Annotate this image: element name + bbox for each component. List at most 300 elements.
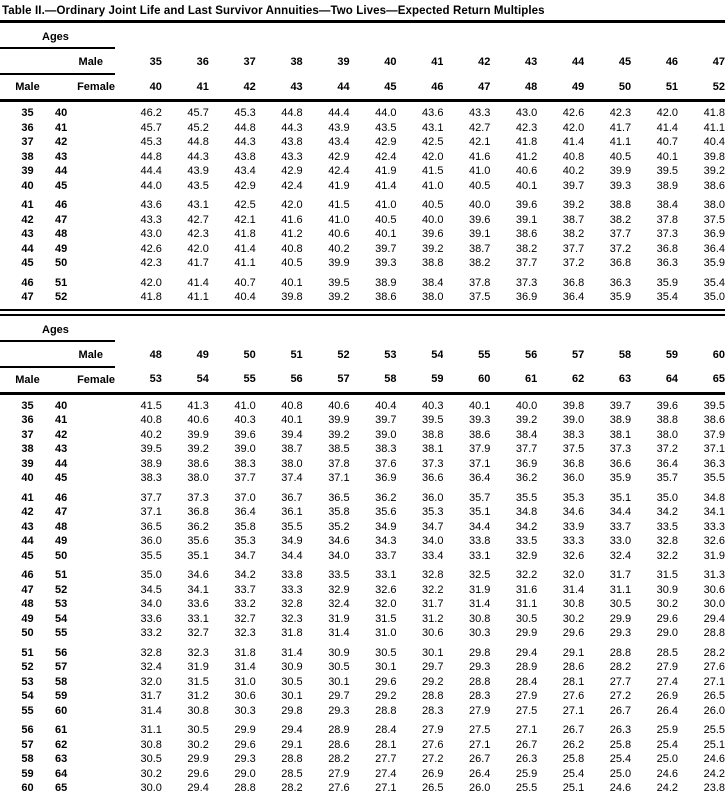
multiple-value: 44.8	[281, 107, 303, 119]
multiple-value: 43.5	[375, 121, 397, 134]
row-male-age: 47	[21, 291, 34, 303]
multiple-value: 30.2	[562, 612, 585, 625]
multiple-value: 41.1	[609, 136, 632, 148]
multiple-value: 43.9	[328, 121, 350, 134]
row-female-age: 65	[55, 782, 68, 794]
multiple-value: 41.6	[281, 213, 303, 226]
multiple-value: 30.8	[562, 598, 585, 610]
female-age-header: 62	[537, 367, 584, 394]
multiple-value: 35.3	[562, 491, 585, 504]
row-female-age: 63	[55, 753, 68, 765]
multiple-value: 45.3	[234, 107, 256, 119]
multiple-value: 38.0	[187, 472, 209, 484]
multiple-value: 39.7	[562, 179, 585, 192]
table-section-upper	[0, 23, 725, 305]
multiple-value: 33.3	[281, 583, 303, 596]
multiple-value: 44.8	[140, 150, 162, 163]
multiple-value: 42.9	[234, 179, 256, 192]
multiple-value: 43.3	[468, 107, 491, 119]
multiple-value: 42.9	[328, 150, 350, 163]
multiple-value: 38.8	[656, 414, 679, 426]
female-ages-header-row	[0, 367, 725, 394]
multiple-value: 40.1	[281, 276, 303, 289]
male-age-header: 58	[618, 348, 632, 361]
multiple-value: 39.2	[562, 199, 585, 211]
row-female-age: 49	[55, 535, 68, 547]
multiple-value: 43.1	[187, 199, 209, 211]
multiple-value: 30.5	[375, 646, 397, 659]
multiple-value: 39.2	[703, 165, 725, 177]
male-age-header: 44	[571, 56, 585, 68]
row-male-age: 56	[21, 724, 34, 736]
table-row	[0, 471, 725, 486]
multiple-value: 27.9	[422, 724, 444, 736]
multiple-value: 28.3	[468, 690, 491, 702]
multiple-value: 28.1	[562, 675, 585, 688]
row-female-age: 57	[55, 661, 68, 673]
table-row	[0, 256, 725, 271]
multiple-value: 37.2	[562, 257, 585, 269]
multiple-value: 29.0	[234, 767, 256, 780]
table-row	[0, 101, 725, 121]
multiple-value: 36.7	[281, 491, 303, 504]
male-age-header: 38	[290, 56, 303, 68]
table-row	[0, 738, 725, 753]
multiple-value: 29.6	[187, 767, 209, 780]
multiple-value: 43.5	[187, 179, 209, 192]
multiple-value: 40.5	[422, 199, 444, 211]
multiple-value: 36.4	[562, 291, 585, 303]
multiple-value: 33.8	[468, 535, 491, 547]
multiple-value: 26.0	[468, 782, 491, 794]
row-female-age: 54	[55, 612, 68, 625]
multiple-value: 28.4	[515, 675, 538, 688]
multiple-value: 39.6	[468, 213, 491, 226]
multiple-value: 38.4	[656, 199, 679, 211]
row-female-age: 45	[55, 472, 68, 484]
multiple-value: 33.0	[609, 535, 632, 547]
multiple-value: 41.2	[515, 150, 538, 163]
row-male-age: 37	[21, 428, 34, 441]
multiple-value: 33.7	[234, 583, 256, 596]
multiple-value: 45.2	[187, 121, 209, 134]
multiple-value: 42.3	[187, 228, 209, 240]
multiple-value: 32.8	[281, 598, 303, 610]
female-age-header: 46	[397, 74, 444, 101]
multiple-value: 28.1	[375, 738, 397, 751]
multiple-value: 42.3	[515, 121, 538, 134]
multiple-value: 43.8	[234, 150, 256, 163]
multiple-value: 35.4	[656, 291, 679, 303]
multiple-value: 42.0	[187, 242, 209, 255]
multiple-value: 30.8	[140, 738, 162, 751]
multiple-value: 32.7	[187, 627, 209, 639]
multiple-value: 40.7	[656, 136, 679, 148]
ages-row-filler	[115, 316, 725, 341]
multiple-value: 40.8	[140, 414, 162, 426]
multiple-value: 31.9	[703, 549, 725, 562]
row-female-age: 47	[55, 213, 68, 226]
ages-header-row	[0, 23, 725, 48]
multiple-value: 32.9	[515, 549, 538, 562]
multiple-value: 40.3	[422, 399, 444, 412]
multiple-value: 37.8	[468, 276, 491, 289]
multiple-value: 29.7	[328, 690, 350, 702]
table-row	[0, 781, 725, 796]
multiple-value: 39.5	[328, 276, 350, 289]
multiple-value: 37.3	[515, 276, 538, 289]
female-age-header: 45	[350, 74, 397, 101]
multiple-value: 40.4	[703, 136, 725, 148]
multiple-value: 31.5	[187, 675, 209, 688]
multiple-value: 30.1	[422, 646, 444, 659]
multiple-value: 28.2	[328, 753, 350, 765]
multiple-value: 41.0	[468, 165, 491, 177]
row-male-age: 45	[21, 257, 34, 269]
table-row	[0, 723, 725, 738]
multiple-value: 41.1	[187, 291, 209, 303]
row-female-age: 44	[55, 457, 68, 470]
table-row	[0, 242, 725, 257]
multiple-value: 29.6	[234, 738, 256, 751]
table-row	[0, 767, 725, 782]
multiple-value: 34.7	[422, 520, 444, 533]
multiple-value: 37.7	[140, 491, 162, 504]
multiple-value: 31.0	[375, 627, 397, 639]
multiple-value: 34.4	[281, 549, 303, 562]
multiple-value: 40.3	[234, 414, 256, 426]
female-age-header: 61	[490, 367, 537, 394]
row-female-age: 41	[55, 414, 68, 426]
row-female-age: 47	[55, 506, 68, 518]
multiple-value: 33.5	[656, 520, 679, 533]
female-age-header: 51	[631, 74, 678, 101]
multiple-value: 39.2	[328, 291, 350, 303]
multiple-value: 40.8	[281, 399, 303, 412]
row-female-age: 43	[55, 150, 68, 163]
multiple-value: 31.9	[328, 612, 350, 625]
multiple-value: 31.1	[515, 598, 538, 610]
multiple-value: 25.5	[703, 724, 725, 736]
multiple-value: 32.3	[281, 612, 303, 625]
multiple-value: 42.0	[140, 276, 162, 289]
multiple-value: 35.8	[328, 506, 350, 518]
multiple-value: 37.1	[140, 506, 162, 518]
multiple-value: 25.1	[703, 738, 725, 751]
multiple-value: 41.4	[187, 276, 209, 289]
multiple-value: 40.5	[281, 257, 303, 269]
multiple-value: 38.3	[375, 443, 397, 455]
multiple-value: 38.6	[515, 228, 538, 240]
multiple-value: 29.8	[468, 646, 491, 659]
multiple-value: 32.3	[234, 627, 256, 639]
male-age-header: 55	[478, 348, 491, 361]
multiple-value: 41.5	[328, 199, 350, 211]
row-female-age: 62	[55, 738, 68, 751]
multiple-value: 37.7	[609, 228, 632, 240]
female-age-header: 47	[443, 74, 490, 101]
multiple-value: 40.0	[515, 399, 538, 412]
multiple-value: 39.3	[468, 414, 491, 426]
multiple-value: 44.4	[328, 107, 350, 119]
table-row	[0, 428, 725, 443]
multiple-value: 36.5	[140, 520, 162, 533]
multiple-value: 25.9	[656, 724, 679, 736]
table-row	[0, 704, 725, 719]
multiple-value: 29.9	[515, 627, 538, 639]
row-male-age: 43	[21, 520, 34, 533]
row-female-age: 46	[55, 199, 68, 211]
row-male-age: 53	[21, 675, 34, 688]
table-row	[0, 597, 725, 612]
multiple-value: 35.0	[703, 291, 725, 303]
multiple-value: 36.4	[468, 472, 491, 484]
multiple-value: 40.8	[562, 150, 585, 163]
ages-label: Ages	[0, 23, 115, 48]
table-row	[0, 520, 725, 535]
male-age-header: 54	[431, 348, 444, 361]
multiple-value: 38.7	[468, 242, 491, 255]
table-row	[0, 164, 725, 179]
multiple-value: 32.6	[562, 549, 585, 562]
multiple-value: 37.9	[468, 443, 491, 455]
multiple-value: 27.6	[328, 782, 350, 794]
multiple-value: 41.5	[422, 165, 444, 177]
multiple-value: 36.8	[187, 506, 209, 518]
multiple-value: 44.0	[375, 107, 397, 119]
multiple-value: 39.6	[234, 428, 256, 441]
multiple-value: 33.7	[609, 520, 632, 533]
multiple-value: 29.1	[562, 646, 585, 659]
row-male-age: 37	[21, 136, 34, 148]
multiple-value: 41.4	[656, 121, 679, 134]
multiple-value: 37.3	[656, 228, 679, 240]
multiple-value: 39.5	[422, 414, 444, 426]
male-age-header: 45	[618, 56, 632, 68]
multiple-value: 40.5	[468, 179, 491, 192]
multiple-value: 36.8	[562, 276, 585, 289]
multiple-value: 33.7	[375, 549, 397, 562]
multiple-value: 31.5	[375, 612, 397, 625]
male-age-header: 50	[243, 348, 256, 361]
table-row	[0, 198, 725, 213]
multiple-value: 36.4	[656, 457, 679, 470]
multiple-value: 27.7	[609, 675, 632, 688]
multiple-value: 33.9	[562, 520, 585, 533]
multiple-value: 35.9	[703, 257, 725, 269]
multiple-value: 35.6	[187, 535, 209, 547]
multiple-value: 30.0	[140, 782, 162, 794]
multiple-value: 38.0	[656, 428, 679, 441]
multiple-value: 29.2	[375, 690, 397, 702]
multiple-value: 44.3	[187, 150, 209, 163]
male-age-header: 46	[665, 56, 679, 68]
multiple-value: 31.4	[140, 704, 162, 717]
multiple-value: 24.6	[703, 753, 725, 765]
multiple-value: 28.4	[375, 724, 397, 736]
multiple-value: 39.2	[328, 428, 350, 441]
multiple-value: 26.9	[422, 767, 444, 780]
multiple-value: 25.4	[656, 738, 679, 751]
multiple-value: 38.3	[562, 428, 585, 441]
multiple-value: 26.4	[468, 767, 491, 780]
multiple-value: 37.8	[328, 457, 350, 470]
multiple-value: 44.8	[187, 136, 209, 148]
multiple-value: 40.2	[328, 242, 350, 255]
row-male-age: 36	[21, 121, 34, 134]
multiple-value: 27.2	[422, 753, 444, 765]
male-age-header: 35	[149, 56, 162, 68]
multiple-value: 28.6	[562, 661, 585, 673]
row-male-age: 39	[21, 457, 34, 470]
male-age-header: 51	[290, 348, 303, 361]
female-age-header: 50	[584, 74, 631, 101]
multiple-value: 40.4	[375, 399, 397, 412]
male-age-header: 48	[149, 348, 162, 361]
female-age-header: 48	[490, 74, 537, 101]
multiple-value: 31.4	[468, 598, 491, 610]
multiple-value: 35.3	[422, 506, 444, 518]
multiple-value: 39.2	[422, 242, 444, 255]
multiple-value: 39.2	[515, 414, 538, 426]
multiple-value: 42.9	[281, 165, 303, 177]
multiple-value: 27.1	[515, 724, 538, 736]
table-row	[0, 491, 725, 506]
multiple-value: 40.1	[656, 150, 679, 163]
row-male-age: 48	[21, 598, 34, 610]
multiple-value: 27.7	[375, 753, 397, 765]
multiple-value: 42.5	[234, 199, 256, 211]
multiple-value: 43.6	[422, 107, 444, 119]
multiple-value: 33.1	[187, 612, 209, 625]
multiple-value: 41.8	[515, 136, 538, 148]
row-male-age: 40	[21, 472, 34, 484]
multiple-value: 34.0	[140, 598, 162, 610]
multiple-value: 41.6	[468, 150, 491, 163]
multiple-value: 38.4	[422, 276, 444, 289]
multiple-value: 27.4	[656, 675, 679, 688]
row-female-age: 58	[55, 675, 68, 688]
multiple-value: 43.4	[234, 165, 256, 177]
multiple-value: 36.3	[656, 257, 679, 269]
multiple-value: 29.4	[703, 612, 725, 625]
multiple-value: 33.6	[187, 598, 209, 610]
multiple-value: 42.5	[422, 136, 444, 148]
table-row	[0, 626, 725, 641]
multiple-value: 30.8	[187, 704, 209, 717]
multiple-value: 31.7	[140, 690, 162, 702]
multiple-value: 39.7	[609, 399, 632, 412]
multiple-value: 39.0	[375, 428, 397, 441]
table-row	[0, 413, 725, 428]
multiple-value: 34.6	[187, 569, 209, 581]
multiple-value: 30.1	[375, 661, 397, 673]
multiple-value: 30.5	[515, 612, 538, 625]
multiple-value: 40.6	[515, 165, 538, 177]
multiple-value: 32.7	[234, 612, 256, 625]
row-male-age: 54	[21, 690, 34, 702]
row-male-age: 38	[21, 443, 34, 455]
multiple-value: 43.3	[281, 150, 303, 163]
multiple-value: 36.6	[609, 457, 632, 470]
multiple-value: 26.3	[515, 753, 538, 765]
multiple-value: 36.1	[281, 506, 303, 518]
row-female-age: 52	[55, 583, 68, 596]
male-ages-header-row	[0, 341, 725, 367]
multiple-value: 31.5	[656, 569, 679, 581]
multiple-value: 38.9	[609, 414, 632, 426]
row-female-age: 46	[55, 491, 68, 504]
multiple-value: 28.8	[234, 782, 256, 794]
multiple-value: 33.2	[234, 598, 256, 610]
multiple-value: 35.1	[468, 506, 491, 518]
multiple-value: 26.7	[562, 724, 585, 736]
multiple-value: 41.4	[234, 242, 256, 255]
multiple-value: 31.7	[609, 569, 632, 581]
multiple-value: 31.4	[328, 627, 350, 639]
multiple-value: 25.0	[609, 767, 632, 780]
row-female-label: Female	[55, 367, 115, 394]
multiple-value: 29.1	[281, 738, 303, 751]
multiple-value: 43.3	[140, 213, 162, 226]
multiple-value: 41.8	[234, 228, 256, 240]
multiple-value: 40.6	[328, 399, 350, 412]
row-male-age: 43	[21, 228, 34, 240]
multiple-value: 35.2	[328, 520, 350, 533]
multiple-value: 25.1	[562, 782, 585, 794]
multiple-value: 31.9	[468, 583, 491, 596]
multiple-value: 27.1	[375, 782, 397, 794]
multiple-value: 30.1	[328, 675, 350, 688]
multiple-value: 37.0	[234, 491, 256, 504]
row-female-label: Female	[55, 74, 115, 101]
row-male-age: 39	[21, 165, 34, 177]
multiple-value: 40.1	[375, 228, 397, 240]
multiple-value: 30.2	[187, 738, 209, 751]
multiple-value: 30.5	[609, 598, 632, 610]
multiple-value: 34.2	[656, 506, 679, 518]
multiple-value: 29.3	[609, 627, 632, 639]
multiple-value: 28.5	[656, 646, 679, 659]
multiple-value: 34.9	[281, 535, 303, 547]
multiple-value: 39.7	[375, 242, 397, 255]
multiple-value: 32.2	[422, 583, 444, 596]
multiple-value: 34.2	[234, 569, 256, 581]
multiple-value: 43.0	[140, 228, 162, 240]
multiple-value: 42.4	[281, 179, 303, 192]
multiple-value: 42.0	[656, 107, 679, 119]
multiple-value: 34.1	[187, 583, 209, 596]
female-age-header: 54	[162, 367, 209, 394]
multiple-value: 41.0	[234, 399, 256, 412]
multiple-value: 36.8	[609, 257, 632, 269]
multiple-value: 34.6	[328, 535, 350, 547]
multiple-value: 34.0	[422, 535, 444, 547]
multiple-value: 31.4	[562, 583, 585, 596]
row-female-age: 48	[55, 520, 68, 533]
multiple-value: 36.3	[609, 276, 632, 289]
multiple-value: 40.0	[422, 213, 444, 226]
multiple-value: 27.5	[515, 704, 538, 717]
multiple-value: 36.8	[656, 242, 679, 255]
male-age-header: 42	[478, 56, 491, 68]
multiple-value: 38.5	[328, 443, 350, 455]
multiple-value: 39.5	[656, 165, 679, 177]
multiple-value: 33.5	[515, 535, 538, 547]
table-row	[0, 135, 725, 150]
multiple-value: 30.9	[656, 583, 679, 596]
row-female-age: 56	[55, 646, 68, 659]
